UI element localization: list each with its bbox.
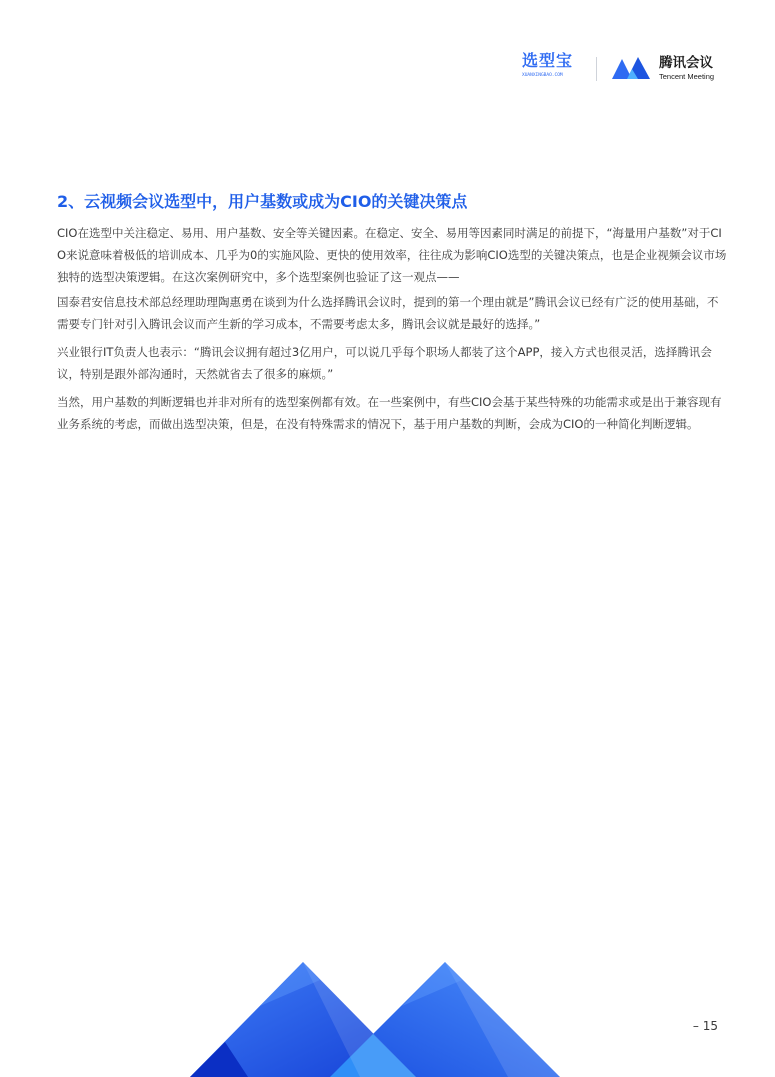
- page-number: – 15: [692, 1019, 718, 1033]
- section-heading: 2、云视频会议选型中，用户基数或成为CIO的关键决策点: [57, 192, 468, 211]
- mountain-decoration: [190, 962, 560, 1077]
- paragraph-cio-factors: CIO在选型中关注稳定、易用、用户基数、安全等关键因素。在稳定、安全、易用等因素同时满足的前提下，“海量用户基数”对于CIO来说意味着极低的培训成本、几乎为0的实施风险、更快的使用效率，往往成为影响CIO选型的关键决策点，也是企业视频会议市场独特的选型决策逻辑。在这次案例研究中，多个选型案例也验证了这一观点——: [57, 226, 727, 284]
- xuanxingbao-name: 选型宝: [522, 51, 574, 70]
- xuanxingbao-logo: [522, 52, 582, 79]
- logo-divider: [596, 57, 597, 81]
- tencent-meeting-name: 腾讯会议: [659, 55, 713, 71]
- xuanxingbao-domain: XUANXINGBAO.COM: [522, 73, 563, 78]
- paragraph-guotai-quote: 国泰君安信息技术部总经理助理陶惠勇在谈到为什么选择腾讯会议时，提到的第一个理由就是”腾讯会议已经有广泛的使用基础，不需要专门针对引入腾讯会议而产生新的学习成本，不需要考虑太多，腾讯会议就是最好的选择。”: [57, 295, 719, 331]
- paragraph-xingye-quote: 兴业银行IT负责人也表示：“腾讯会议拥有超过3亿用户，可以说几乎每个职场人都装了这个APP，接入方式也很灵活，选择腾讯会议，特别是跟外部沟通时，天然就省去了很多的麻烦。”: [57, 345, 712, 381]
- tencent-meeting-icon: [612, 57, 652, 79]
- paragraph-conclusion: 当然，用户基数的判断逻辑也并非对所有的选型案例都有效。在一些案例中，有些CIO会基于某些特殊的功能需求或是出于兼容现有业务系统的考虑，而做出选型决策，但是，在没有特殊需求的情况下，基于用户基数的判断，会成为CIO的一种简化判断逻辑。: [57, 395, 722, 431]
- tencent-meeting-subtitle: Tencent Meeting: [659, 72, 715, 81]
- page-header: [0, 0, 775, 100]
